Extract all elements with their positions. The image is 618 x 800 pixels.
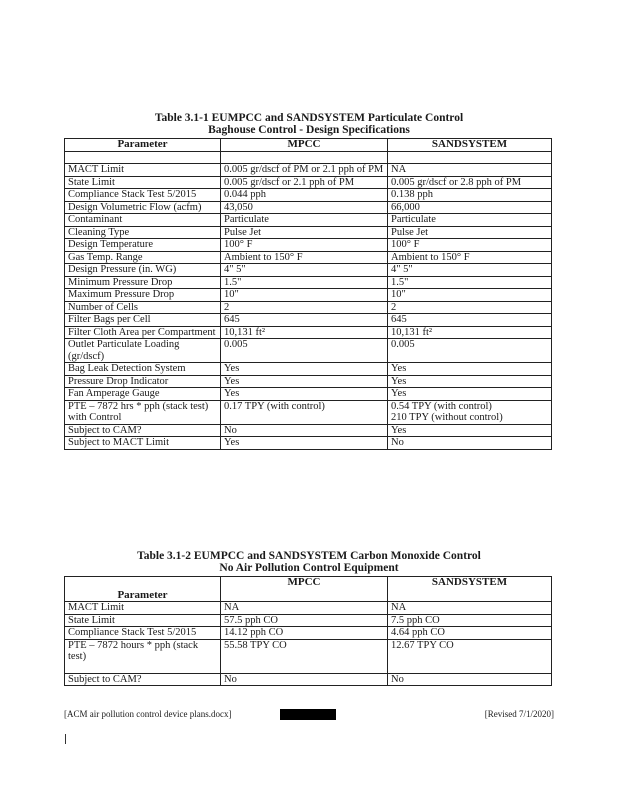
cell-sandsystem: 10,131 ft² bbox=[388, 326, 552, 339]
cell-parameter: State Limit bbox=[65, 614, 221, 627]
cell-mpcc: No bbox=[221, 424, 388, 437]
table-row bbox=[65, 289, 552, 302]
cell-parameter: Gas Temp. Range bbox=[65, 251, 221, 264]
cell-sandsystem: 1.5" bbox=[388, 276, 552, 289]
table-row bbox=[65, 189, 552, 202]
table-row bbox=[65, 251, 552, 264]
cell-sandsystem: 7.5 pph CO bbox=[388, 614, 552, 627]
cell-parameter: Compliance Stack Test 5/2015 bbox=[65, 627, 221, 640]
cell-sandsystem: 4.64 pph CO bbox=[388, 627, 552, 640]
redaction-bar bbox=[280, 709, 336, 720]
table-row bbox=[65, 639, 552, 673]
cell-parameter: PTE – 7872 hrs * pph (stack test) with Control bbox=[65, 400, 221, 424]
table1-caption-line2: Baghouse Control - Design Specifications bbox=[208, 124, 410, 136]
cell-sandsystem: Yes bbox=[388, 424, 552, 437]
table2-caption bbox=[0, 550, 618, 574]
table-row bbox=[65, 276, 552, 289]
cell-mpcc: No bbox=[221, 673, 388, 686]
table-row bbox=[65, 201, 552, 214]
table-row bbox=[65, 375, 552, 388]
header-parameter: Parameter bbox=[65, 577, 221, 602]
cell-parameter: Compliance Stack Test 5/2015 bbox=[65, 189, 221, 202]
cell-sandsystem: Yes bbox=[388, 375, 552, 388]
cell-mpcc: Yes bbox=[221, 375, 388, 388]
cell-mpcc: 57.5 pph CO bbox=[221, 614, 388, 627]
header-sandsystem: SANDSYSTEM bbox=[388, 577, 552, 602]
cell-mpcc: 0.044 pph bbox=[221, 189, 388, 202]
table-row bbox=[65, 264, 552, 277]
cell-mpcc: Ambient to 150° F bbox=[221, 251, 388, 264]
table1-caption bbox=[0, 112, 618, 136]
table2-caption-line2: No Air Pollution Control Equipment bbox=[219, 562, 399, 574]
cell-sandsystem: No bbox=[388, 673, 552, 686]
cell-mpcc: 4" 5" bbox=[221, 264, 388, 277]
cell-sandsystem: No bbox=[388, 437, 552, 450]
cell-sandsystem: 10" bbox=[388, 289, 552, 302]
cell-parameter: Maximum Pressure Drop bbox=[65, 289, 221, 302]
cell-mpcc: 2 bbox=[221, 301, 388, 314]
cell-parameter: Minimum Pressure Drop bbox=[65, 276, 221, 289]
cell-parameter: Fan Amperage Gauge bbox=[65, 388, 221, 401]
table-row bbox=[65, 388, 552, 401]
text-cursor bbox=[65, 734, 66, 744]
table-row bbox=[65, 602, 552, 615]
table-row bbox=[65, 226, 552, 239]
cell-parameter: Filter Bags per Cell bbox=[65, 314, 221, 327]
table-row bbox=[65, 339, 552, 363]
cell-sandsystem: NA bbox=[388, 602, 552, 615]
table-row bbox=[65, 176, 552, 189]
cell-parameter: Design Volumetric Flow (acfm) bbox=[65, 201, 221, 214]
cell-sandsystem: Yes bbox=[388, 363, 552, 376]
cell-sandsystem: 66,000 bbox=[388, 201, 552, 214]
cell-parameter: Filter Cloth Area per Compartment bbox=[65, 326, 221, 339]
cell-parameter: Cleaning Type bbox=[65, 226, 221, 239]
cell-sandsystem: NA bbox=[388, 164, 552, 177]
cell-mpcc: Yes bbox=[221, 363, 388, 376]
cell-sandsystem: 2 bbox=[388, 301, 552, 314]
cell-mpcc: 55.58 TPY CO bbox=[221, 639, 388, 673]
cell-sandsystem: 0.005 gr/dscf or 2.8 pph of PM bbox=[388, 176, 552, 189]
table-row bbox=[65, 239, 552, 252]
cell-sandsystem: 4" 5" bbox=[388, 264, 552, 277]
cell-mpcc bbox=[221, 152, 388, 164]
cell-mpcc: 10,131 ft² bbox=[221, 326, 388, 339]
cell-parameter: Contaminant bbox=[65, 214, 221, 227]
carbon-monoxide-control-table bbox=[64, 576, 552, 686]
cell-parameter: Design Pressure (in. WG) bbox=[65, 264, 221, 277]
cell-mpcc: 100° F bbox=[221, 239, 388, 252]
cell-sandsystem: 100° F bbox=[388, 239, 552, 252]
cell-mpcc: Pulse Jet bbox=[221, 226, 388, 239]
cell-sandsystem: 0.005 bbox=[388, 339, 552, 363]
cell-mpcc: 645 bbox=[221, 314, 388, 327]
cell-mpcc: 10" bbox=[221, 289, 388, 302]
table-row bbox=[65, 164, 552, 177]
cell-mpcc: 0.005 bbox=[221, 339, 388, 363]
header-mpcc: MPCC bbox=[221, 139, 388, 152]
cell-parameter bbox=[65, 152, 221, 164]
table-row bbox=[65, 437, 552, 450]
cell-mpcc: NA bbox=[221, 602, 388, 615]
table-row bbox=[65, 152, 552, 164]
table-row bbox=[65, 673, 552, 686]
cell-parameter: Pressure Drop Indicator bbox=[65, 375, 221, 388]
footer-filename: [ACM air pollution control device plans.docx] bbox=[64, 709, 232, 719]
cell-parameter: Design Temperature bbox=[65, 239, 221, 252]
cell-parameter: Subject to CAM? bbox=[65, 424, 221, 437]
header-sandsystem: SANDSYSTEM bbox=[388, 139, 552, 152]
header-mpcc: MPCC bbox=[221, 577, 388, 602]
cell-mpcc: 0.005 gr/dscf of PM or 2.1 pph of PM bbox=[221, 164, 388, 177]
cell-parameter: Outlet Particulate Loading (gr/dscf) bbox=[65, 339, 221, 363]
cell-parameter: MACT Limit bbox=[65, 164, 221, 177]
table-row bbox=[65, 214, 552, 227]
cell-mpcc: Yes bbox=[221, 437, 388, 450]
cell-sandsystem bbox=[388, 152, 552, 164]
cell-sandsystem: 0.54 TPY (with control) 210 TPY (without control) bbox=[388, 400, 552, 424]
footer-revised-date: [Revised 7/1/2020] bbox=[484, 709, 554, 719]
cell-parameter: State Limit bbox=[65, 176, 221, 189]
cell-parameter: MACT Limit bbox=[65, 602, 221, 615]
cell-parameter: Subject to MACT Limit bbox=[65, 437, 221, 450]
cell-sandsystem: Yes bbox=[388, 388, 552, 401]
table-row bbox=[65, 301, 552, 314]
cell-sandsystem: 0.138 pph bbox=[388, 189, 552, 202]
cell-mpcc: Yes bbox=[221, 388, 388, 401]
table-row bbox=[65, 627, 552, 640]
table-row bbox=[65, 363, 552, 376]
cell-parameter: Bag Leak Detection System bbox=[65, 363, 221, 376]
cell-mpcc: 0.17 TPY (with control) bbox=[221, 400, 388, 424]
table2-caption-line1: Table 3.1-2 EUMPCC and SANDSYSTEM Carbon Monoxide Control bbox=[137, 550, 481, 562]
table-row bbox=[65, 424, 552, 437]
cell-mpcc: 43,050 bbox=[221, 201, 388, 214]
cell-sandsystem: Pulse Jet bbox=[388, 226, 552, 239]
cell-parameter: PTE – 7872 hours * pph (stack test) bbox=[65, 639, 221, 673]
cell-mpcc: 14.12 pph CO bbox=[221, 627, 388, 640]
cell-sandsystem: 12.67 TPY CO bbox=[388, 639, 552, 673]
cell-mpcc: 1.5" bbox=[221, 276, 388, 289]
cell-mpcc: 0.005 gr/dscf or 2.1 pph of PM bbox=[221, 176, 388, 189]
cell-parameter: Subject to CAM? bbox=[65, 673, 221, 686]
table1-caption-line1: Table 3.1-1 EUMPCC and SANDSYSTEM Particulate Control bbox=[154, 112, 464, 124]
cell-sandsystem: 645 bbox=[388, 314, 552, 327]
table-row bbox=[65, 326, 552, 339]
table-row bbox=[65, 400, 552, 424]
cell-parameter: Number of Cells bbox=[65, 301, 221, 314]
header-parameter: Parameter bbox=[65, 139, 221, 152]
table-row bbox=[65, 314, 552, 327]
table-row bbox=[65, 614, 552, 627]
cell-mpcc: Particulate bbox=[221, 214, 388, 227]
cell-sandsystem: Particulate bbox=[388, 214, 552, 227]
particulate-control-table bbox=[64, 138, 552, 450]
cell-sandsystem: Ambient to 150° F bbox=[388, 251, 552, 264]
